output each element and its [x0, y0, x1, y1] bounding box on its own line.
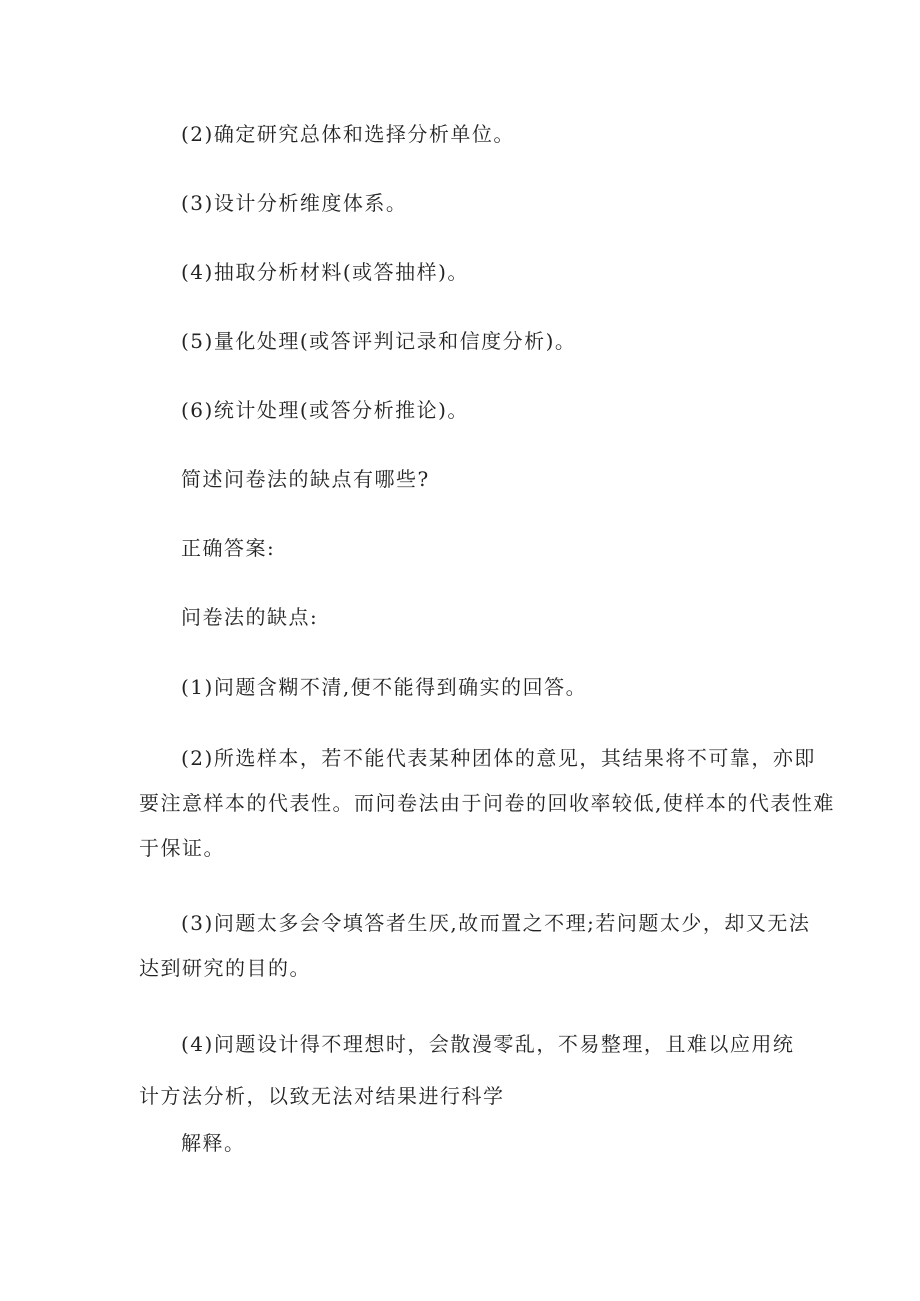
answer-intro: 问卷法的缺点:	[181, 605, 319, 629]
point-4-line-2: 计方法分析，以致无法对结果进行科学	[139, 1084, 505, 1108]
point-2-line-2: 要注意样本的代表性。而问卷法由于问卷的回收率较低,使样本的代表性难	[139, 791, 835, 815]
question-heading: 简述问卷法的缺点有哪些?	[181, 467, 430, 491]
step-4: (4)抽取分析材料(或答抽样)。	[181, 260, 469, 284]
point-2-line-3: 于保证。	[139, 836, 225, 860]
point-1: (1)问题含糊不清,便不能得到确实的回答。	[181, 675, 588, 699]
point-4-line-3: 解释。	[181, 1131, 246, 1155]
point-3-line-1: (3)问题太多会令填答者生厌,故而置之不理;若问题太少，却又无法	[181, 911, 811, 935]
step-5: (5)量化处理(或答评判记录和信度分析)。	[181, 329, 577, 353]
answer-label: 正确答案:	[181, 536, 276, 560]
point-3-line-2: 达到研究的目的。	[139, 956, 311, 980]
point-4-line-1: (4)问题设计得不理想时，会散漫零乱，不易整理，且难以应用统	[181, 1032, 795, 1056]
step-6: (6)统计处理(或答分析推论)。	[181, 398, 469, 422]
step-3: (3)设计分析维度体系。	[181, 191, 408, 215]
point-2-line-1: (2)所选样本，若不能代表某种团体的意见，其结果将不可靠，亦即	[181, 746, 816, 770]
step-2: (2)确定研究总体和选择分析单位。	[181, 122, 515, 146]
